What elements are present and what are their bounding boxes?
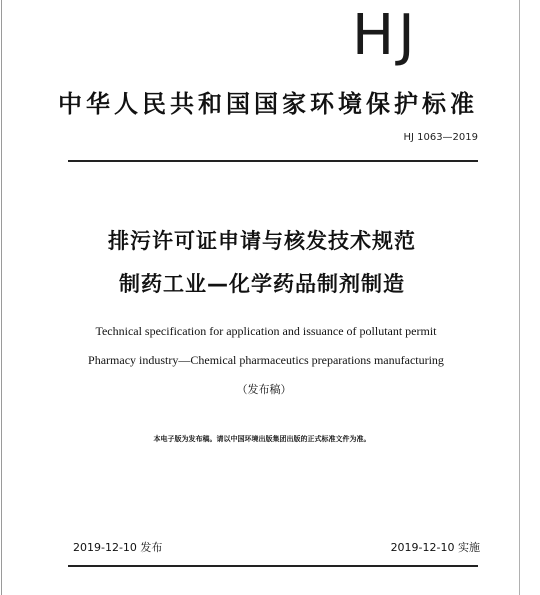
- standard-number: HJ 1063—2019: [403, 132, 478, 143]
- electronic-version-notice: 本电子版为发布稿。请以中国环境出版集团出版的正式标准文件为准。: [153, 435, 371, 443]
- page-border-left: [1, 0, 2, 595]
- bottom-divider: [68, 565, 478, 567]
- english-title-line-2: Pharmacy industry—Chemical pharmaceutics preparations manufacturing: [88, 353, 444, 367]
- page-border-right: [519, 0, 520, 595]
- chinese-title-line-2: 制药工业—化学药品制剂制造: [119, 272, 405, 296]
- hj-logo: HJ: [352, 3, 419, 68]
- top-divider: [68, 160, 478, 162]
- organization-title: 中华人民共和国国家环境保护标准: [58, 90, 478, 118]
- implementation-date: 2019-12-10 实施: [390, 541, 480, 554]
- draft-label: （发布稿）: [236, 383, 292, 396]
- chinese-title-line-1: 排污许可证申请与核发技术规范: [108, 229, 416, 253]
- english-title-line-1: Technical specification for application and issuance of pollutant permit: [95, 324, 437, 338]
- issue-date: 2019-12-10 发布: [73, 541, 163, 554]
